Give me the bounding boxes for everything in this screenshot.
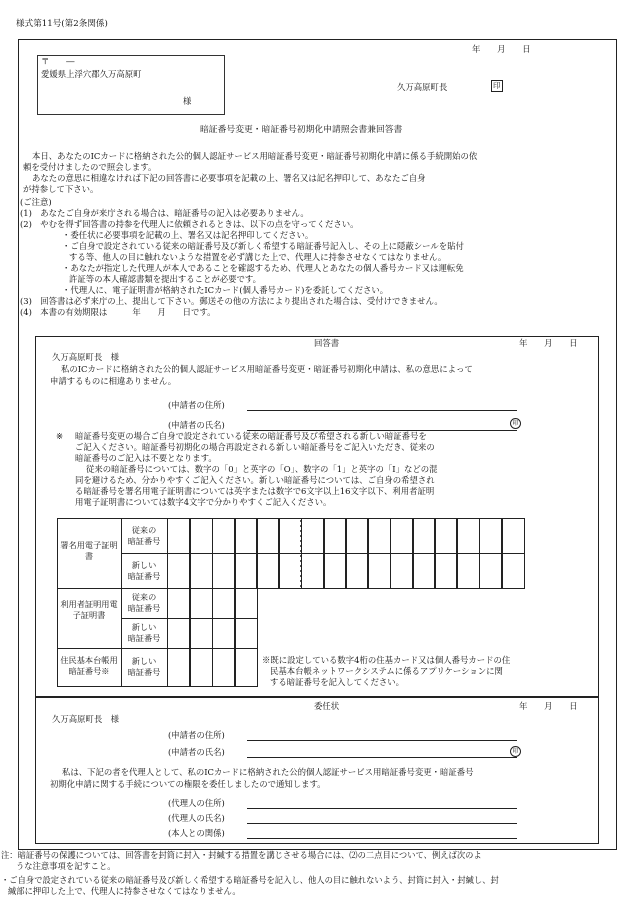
pin-digit-cell-sign-old[interactable] [301,518,325,554]
pin-digit-cell-user-new[interactable] [212,618,236,649]
proxy-heading: 委任状 [314,701,340,711]
pin-note: 従来の暗証番号については、数字の「0」と英字の「O」、数字の「1」と英字の「I」などの混 [86,464,438,474]
intro-line: 本日、あなたのICカードに格納された公的個人認証サービス用暗証番号変更・暗証番号初期化申請に係る手続開始の依 [32,151,478,161]
applicant-address-line[interactable] [247,410,517,411]
pin-digit-cell-sign-old[interactable] [367,518,391,554]
footnote: うな注意事項を記すこと。 [16,861,116,871]
pin-digit-cell-sign-new[interactable] [234,553,258,589]
juki-note: する暗証番号を記入してください。 [270,677,404,687]
answer-body: 申請するものに相違ありません。 [50,376,177,386]
footnote: 緘部に押印した上で、代理人に持参させなくてはなりません。 [8,886,241,896]
digit-separator-dot [300,520,302,522]
footnote: 注：暗証番号の保護については、回答書を封筒に封入・封緘する措置を講じさせる場合には、⑵の二点目について、例えば次のよ [1,850,482,860]
pin-digit-cell-user-new[interactable] [189,618,213,649]
caution-item: ・ご自身で設定されている従来の暗証番号及び新しく希望する暗証番号記入し、その上に隠蔽シールを貼付 [62,241,464,251]
digit-separator-dot [300,540,302,542]
pin-digit-cell-sign-new[interactable] [301,553,325,589]
relation-line[interactable] [247,838,517,839]
pin-note: 暗証番号のご記入は不要となります。 [75,453,217,463]
answer-heading: 回答書 [314,338,340,348]
pin-digit-cell-sign-new[interactable] [479,553,503,589]
agent-name-label: (代理人の氏名) [168,813,225,823]
pin-digit-cell-sign-new[interactable] [167,553,191,589]
answer-date: 年 月 日 [519,338,578,348]
digit-separator-dot [300,545,302,547]
pin-digit-cell-sign-old[interactable] [212,518,236,554]
proxy-applicant-name-line[interactable] [247,757,517,758]
juki-note: 民基本台帳ネットワークシステムに係るアプリケーションに関 [270,666,503,676]
pin-digit-cell-sign-old[interactable] [434,518,458,554]
digit-separator-dot [300,550,302,552]
pin-note: 暗証番号変更の場合ご自身で設定されている従来の暗証番号及び希望される新しい暗証番号を [75,431,427,441]
pin-digit-cell-sign-new[interactable] [345,553,369,589]
caution-item: (4) 本書の有効期限は 年 月 日です。 [20,307,216,317]
issuer-name: 久万高原町長 [397,82,448,92]
digit-separator-dot [300,580,302,582]
pin-digit-cell-sign-new[interactable] [189,553,213,589]
pin-digit-cell-sign-old[interactable] [501,518,525,554]
form-number: 様式第11号(第2条関係) [16,19,108,29]
proxy-body: 私は、下記の者を代理人として、私のICカードに格納された公的個人認証サービス用暗証番号変更・暗証番号 [62,767,474,777]
pin-type-label: 新しい 暗証番号 [127,559,161,581]
caution-item: ・委任状に必要事項を記載の上、署名又は記名押印してください。 [62,230,314,240]
intro-line: 頼を受付けましたので照会します。 [23,162,157,172]
pin-digit-cell-sign-old[interactable] [234,518,258,554]
caution-item: ・代理人に、電子証明書が格納されたICカード(個人番号カード)を委託してください。 [62,285,389,295]
pin-type-label: 従来の 暗証番号 [127,524,161,546]
pin-digit-cell-sign-new[interactable] [367,553,391,589]
proxy-applicant-seal: 印 [510,746,521,757]
pin-digit-cell-sign-new[interactable] [323,553,347,589]
proxy-applicant-name-label: (申請者の氏名) [168,747,225,757]
caution-item: (1) あなたご自身が来庁される場合は、暗証番号の記入は必要ありません。 [20,208,309,218]
caution-item: する等、他人の目に触れないような措置を必ず講じた上で、代理人に持参させなくてはなりません。 [69,252,447,262]
pin-digit-cell-juki-new[interactable] [189,648,213,687]
caution-item: (2) やむを得ず回答書の持参を代理人に依頼されるときは、以下の点を守ってください。 [20,219,359,229]
digit-separator-dot [300,560,302,562]
applicant-seal: 印 [510,418,521,429]
recipient-sama: 様 [183,96,192,106]
agent-address-label: (代理人の住所) [168,798,225,808]
pin-digit-cell-sign-old[interactable] [390,518,414,554]
pin-type-label: 新しい 暗証番号 [127,622,161,643]
sign-cert-label: 署名用電子証明書 [60,540,118,561]
pin-digit-cell-user-old[interactable] [234,588,258,619]
pin-type-label: 新しい 暗証番号 [127,656,161,677]
pin-digit-cell-user-old[interactable] [189,588,213,619]
pin-digit-cell-juki-new[interactable] [212,648,236,687]
pin-digit-cell-sign-new[interactable] [212,553,236,589]
pin-digit-cell-sign-new[interactable] [412,553,436,589]
pin-digit-cell-juki-new[interactable] [234,648,258,687]
pin-digit-cell-juki-new[interactable] [167,648,191,687]
pin-digit-cell-sign-new[interactable] [456,553,480,589]
agent-address-line[interactable] [247,808,517,809]
pin-digit-cell-user-new[interactable] [167,618,191,649]
proxy-body: 初期化申請に関する手続についての権限を委任しましたので通知します。 [50,779,326,789]
seal-mark: 印 [493,81,501,90]
pin-digit-cell-user-old[interactable] [212,588,236,619]
digit-separator-dot [300,525,302,527]
applicant-name-label: (申請者の氏名) [168,420,225,430]
answer-body: 私のICカードに格納された公的個人認証サービス用暗証番号変更・暗証番号初期化申請は、私の意思によって [61,364,473,374]
answer-addressee: 久万高原町長 様 [52,352,119,362]
intro-line: あなたの意思に相違なければ下記の回答書に必要事項を記載の上、署名又は記名押印して、あなたご自身 [32,173,426,183]
pin-digit-cell-sign-old[interactable] [479,518,503,554]
proxy-addressee: 久万高原町長 様 [52,714,119,724]
proxy-date: 年 月 日 [519,701,578,711]
digit-separator-dot [300,555,302,557]
pin-digit-cell-sign-old[interactable] [167,518,191,554]
pin-digit-cell-sign-new[interactable] [390,553,414,589]
proxy-applicant-address-label: (申請者の住所) [168,730,225,740]
footnote: ・ご自身で設定されている従来の暗証番号及び新しく希望する暗証番号を記入し、他人の目に触れないよう、封筒に封入・封緘し、封 [1,875,499,885]
pin-note: 用電子証明書については数字4文字で分かりやすくご記入ください。 [75,497,332,507]
digit-separator-dot [300,565,302,567]
issuer-seal [491,80,503,92]
pin-digit-cell-sign-new[interactable] [256,553,280,589]
pin-note: る暗証番号を署名用電子証明書については英字または数字で6文字以上16文字以下、利用者証明 [75,486,435,496]
intro-line: が持参して下さい。 [23,184,99,194]
digit-separator-dot [300,535,302,537]
pin-digit-cell-sign-old[interactable] [256,518,280,554]
juki-note: ※既に設定している数字4桁の住基カード又は個人番号カードの住 [262,655,511,665]
pin-digit-cell-sign-old[interactable] [412,518,436,554]
pin-digit-cell-user-old[interactable] [167,588,191,619]
document-title: 暗証番号変更・暗証番号初期化申請照会書兼回答書 [200,125,403,135]
pin-digit-cell-user-new[interactable] [234,618,258,649]
pin-digit-cell-sign-old[interactable] [456,518,480,554]
caution-item: 許証等の本人確認書類を提出することが必要です。 [69,274,261,284]
postal-code: 〒 ― [41,56,75,66]
pin-note: 同を避けるため、分かりやすくご記入ください。新しい暗証番号については、ご自身の希望され [75,475,435,485]
caution-heading: (ご注意) [20,197,52,207]
recipient-address: 愛媛県上浮穴郡久万高原町 [41,69,142,79]
note-mark: ※ [56,431,64,441]
relation-label: (本人との関係) [168,828,225,838]
user-cert-label: 利用者証明用電子証明書 [60,599,118,620]
pin-digit-cell-sign-new[interactable] [278,553,302,589]
pin-type-label: 従来の 暗証番号 [127,592,161,613]
digit-separator-dot [300,530,302,532]
issue-date: 年 月 日 [472,44,531,54]
pin-digit-cell-sign-old[interactable] [345,518,369,554]
pin-digit-cell-sign-old[interactable] [323,518,347,554]
caution-item: ・あなたが指定した代理人が本人であることを確認するため、代理人とあなたの個人番号カード又は運転免 [62,263,464,273]
digit-separator-dot [300,570,302,572]
pin-digit-cell-sign-new[interactable] [501,553,525,589]
proxy-applicant-address-line[interactable] [247,740,517,741]
pin-digit-cell-sign-old[interactable] [189,518,213,554]
applicant-address-label: (申請者の住所) [168,400,225,410]
pin-digit-cell-sign-new[interactable] [434,553,458,589]
juki-label: 住民基本台帳用暗証番号※ [60,655,118,676]
caution-item: (3) 回答書は必ず来庁の上、提出して下さい。郵送その他の方法により提出された場合は、受付けできません。 [20,296,443,306]
agent-name-line[interactable] [247,823,517,824]
pin-note: ご記入ください。暗証番号初期化の場合再設定される新しい暗証番号をご記入いただき、従来の [75,442,435,452]
pin-digit-cell-sign-old[interactable] [278,518,302,554]
digit-separator-dot [300,575,302,577]
digit-separator-dot [300,585,302,587]
